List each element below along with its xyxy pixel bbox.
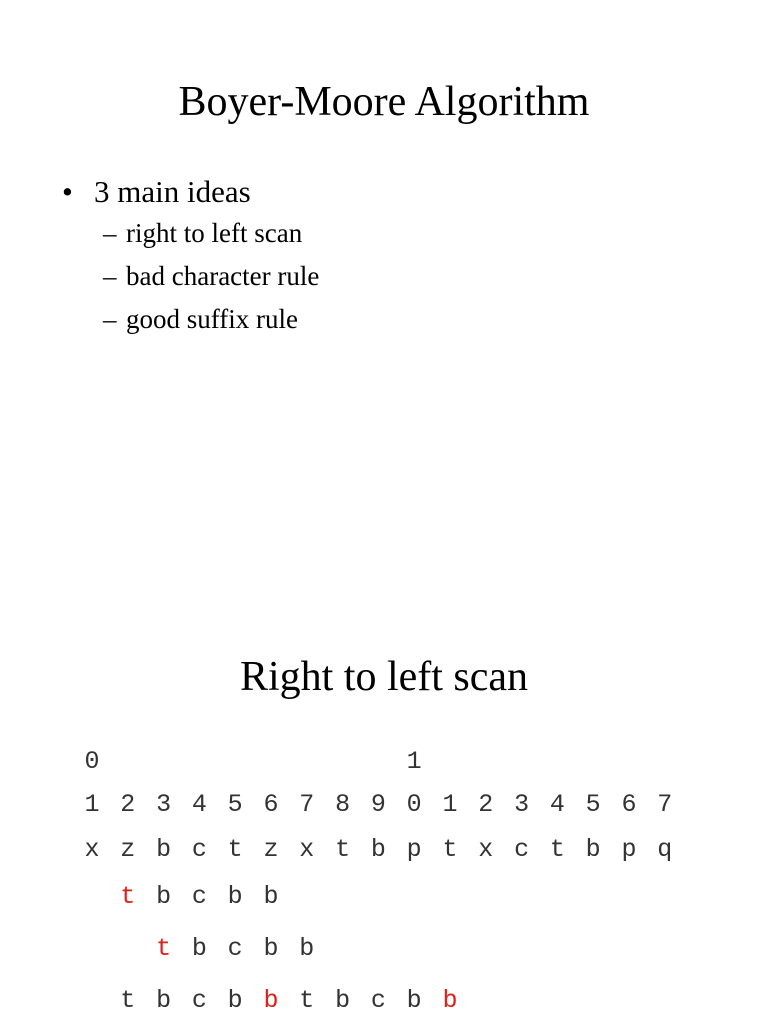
scan-char: b [585, 835, 601, 864]
sub-bullet-label: good suffix rule [126, 304, 298, 334]
sub-bullet-item [103, 298, 319, 341]
scan-char: b [191, 934, 207, 963]
mismatch-char: t [120, 882, 136, 911]
sub-bullet-marker: – [103, 304, 117, 334]
scan-char: 9 [370, 790, 386, 819]
scan-char: 1 [406, 747, 422, 776]
scan-char: b [156, 882, 172, 911]
sub-bullet-item [103, 255, 319, 298]
scan-char: t [299, 986, 315, 1015]
bullet-list [62, 172, 319, 341]
scan-char: z [263, 835, 279, 864]
scan-char: z [120, 835, 136, 864]
scan-char: 1 [442, 790, 458, 819]
scan-char: b [263, 882, 279, 911]
scan-char: t [120, 986, 136, 1015]
scan-char: b [263, 934, 279, 963]
scan-char: x [299, 835, 315, 864]
scan-char: c [191, 882, 207, 911]
scan-char: 6 [263, 790, 279, 819]
scan-char: b [299, 934, 315, 963]
mismatch-char: b [442, 986, 458, 1015]
scan-char: x [478, 835, 494, 864]
scan-char: 1 [84, 790, 100, 819]
scan-char: t [335, 835, 351, 864]
scan-char: 3 [514, 790, 530, 819]
bullet-marker: • [62, 174, 73, 209]
scan-char: 2 [120, 790, 136, 819]
scan-char: b [227, 882, 243, 911]
scan-char: 2 [478, 790, 494, 819]
scan-char: p [621, 835, 637, 864]
scan-char: b [156, 835, 172, 864]
scan-char: 6 [621, 790, 637, 819]
sub-bullet-marker: – [103, 261, 117, 291]
scan-char: t [549, 835, 565, 864]
scan-char: b [335, 986, 351, 1015]
sub-bullet-item [103, 212, 319, 255]
scan-char: t [442, 835, 458, 864]
scan-char: 7 [657, 790, 673, 819]
mismatch-char: t [156, 934, 172, 963]
scan-char: 5 [227, 790, 243, 819]
scan-char: 8 [335, 790, 351, 819]
slide-title: Right to left scan [239, 654, 529, 700]
scan-char: b [406, 986, 422, 1015]
scan-char: 4 [191, 790, 207, 819]
scan-char: 0 [406, 790, 422, 819]
scan-char: c [370, 986, 386, 1015]
scan-char: 0 [84, 747, 100, 776]
scan-char: 4 [549, 790, 565, 819]
sub-bullet-list [62, 212, 319, 341]
scan-char: 7 [299, 790, 315, 819]
sub-bullet-label: right to left scan [126, 218, 303, 248]
sub-bullet-label: bad character rule [126, 261, 320, 291]
scan-char: c [514, 835, 530, 864]
slide-title: Boyer-Moore Algorithm [178, 79, 590, 125]
scan-char: t [227, 835, 243, 864]
scan-char: c [191, 835, 207, 864]
scan-char: 5 [585, 790, 601, 819]
scan-char: c [227, 934, 243, 963]
scan-char: b [156, 986, 172, 1015]
bullet-item [62, 172, 319, 341]
sub-bullet-marker: – [103, 218, 117, 248]
scan-char: 3 [156, 790, 172, 819]
scan-char: b [370, 835, 386, 864]
scan-char: q [657, 835, 673, 864]
mismatch-char: b [263, 986, 279, 1015]
slide-right-to-left-scan [0, 512, 768, 1024]
scan-char: b [227, 986, 243, 1015]
scan-char: p [406, 835, 422, 864]
scan-char: c [191, 986, 207, 1015]
scan-char: x [84, 835, 100, 864]
bullet-label: 3 main ideas [94, 174, 251, 209]
